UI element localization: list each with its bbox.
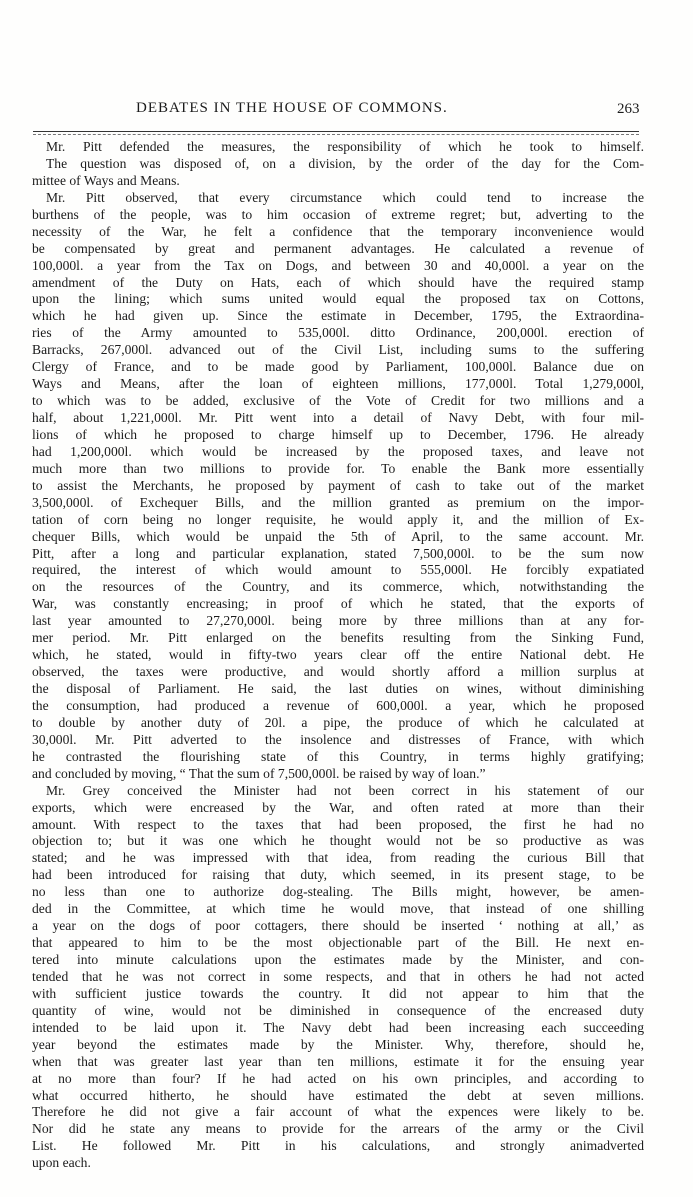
text-line: that appeared to him to be the most objectionable part of the Bill. He next en- (32, 935, 644, 951)
page-header (0, 100, 693, 124)
text-line: the disposal of Parliament. He said, the last duties on wines, without diminishing (32, 681, 644, 696)
text-line: War, was constantly encreasing; in proof of which he stated, that the exports of (32, 596, 644, 612)
text-line: with sufficient justice towards the country. It did not appear to him that the (32, 985, 644, 1001)
text-line: observed, the taxes were productive, and would shortly afford a million surplus at (32, 664, 644, 680)
text-line: last year amounted to 27,270,000l. being more by three millions than at any for- (32, 613, 644, 629)
text-line: half, about 1,221,000l. Mr. Pitt went into a detail of Navy Debt, with four mil- (32, 410, 644, 425)
text-line: had 1,200,000l. which would be increased by the proposed taxes, and leave not (32, 443, 644, 459)
text-line: Mr. Grey conceived the Minister had not been correct in his statement of our (46, 782, 644, 798)
text-line: upon the lining; which sums united would equal the proposed tax on Cottons, (32, 291, 644, 307)
text-line: necessity of the War, he felt a confidence that the temporary inconvenience would (32, 223, 644, 239)
text-line: Pitt, after a long and particular explanation, stated 7,500,000l. to be the sum now (32, 545, 644, 561)
text-line: he contrasted the flourishing state of this Country, in terms highly gratifying; (32, 748, 644, 764)
text-line: 100,000l. a year from the Tax on Dogs, and between 30 and 40,000l. a year on the (32, 257, 644, 273)
page-number: 263 (617, 101, 640, 117)
text-line: year beyond the estimates made by the Minister. Why, therefore, should he, (32, 1036, 644, 1052)
text-line: the consumption, had produced a revenue of 600,000l. a year, which he proposed (32, 697, 644, 713)
running-head: DEBATES IN THE HOUSE OF COMMONS. (136, 100, 448, 116)
text-line: when that was greater last year than ten millions, estimate it for the ensuing year (32, 1053, 644, 1069)
text-line: what occurred hitherto, he should have estimated the debt at seven millions. (32, 1087, 644, 1103)
text-line: which, he stated, would in fifty-two years clear off the entire National debt. He (32, 647, 644, 663)
text-line: quantity of wine, would not be diminished in consequence of the encreased duty (32, 1002, 644, 1018)
text-line: lions of which he proposed to charge himself up to December, 1796. He already (32, 426, 644, 442)
text-line: Clergy of France, and to be made good by Parliament, 100,000l. Balance due on (32, 359, 644, 375)
text-line: exports, which were encreased by the War, and often rated at more than their (32, 799, 644, 815)
text-line: Mr. Pitt defended the measures, the responsibility of which he took to himself. (46, 139, 644, 154)
text-line: Ways and Means, after the loan of eighteen millions, 177,000l. Total 1,279,000l, (32, 376, 644, 392)
text-line: amount. With respect to the taxes that had been proposed, the first he had no (32, 816, 644, 832)
text-line: chequer Bills, which would be unpaid the 5th of April, to the same account. Mr. (32, 528, 644, 544)
text-line: be compensated by great and permanent advantages. He calculated a revenue of (32, 240, 644, 256)
text-line: a year on the dogs of poor cottagers, there should be inserted ‘ nothing at all,’ as (32, 918, 644, 934)
text-line: intended to be laid upon it. The Navy debt had been increasing each succeeding (32, 1019, 644, 1035)
text-line: upon each. (32, 1155, 91, 1171)
text-line: Therefore he did not give a fair account of what the expences were likely to be. (32, 1104, 644, 1120)
text-line: Barracks, 267,000l. advanced out of the Civil List, including sums to the suffering (32, 342, 644, 358)
text-line: tation of corn being no longer requisite, he would apply it, and the million of Ex- (32, 511, 644, 527)
text-line: amendment of the Duty on Hats, each of which should have the required stamp (32, 274, 644, 290)
text-line: stated; and he was impressed with that idea, from reading the curious Bill that (32, 850, 644, 866)
text-line: tered into minute calculations upon the estimates made by the Minister, and con- (32, 952, 644, 967)
text-line: to which was to be added, exclusive of the Vote of Credit for two millions and a (32, 393, 644, 409)
text-line: burthens of the people, was to him occasion of extreme regret; but, adverting to the (32, 206, 644, 222)
text-line: and concluded by moving, “ That the sum of 7,500,000l. be raised by way of loan.” (32, 765, 486, 781)
text-line: which he had given up. Since the estimate in December, 1795, the Extraordina- (32, 308, 644, 324)
body-text (32, 139, 644, 1172)
text-line: mittee of Ways and Means. (32, 172, 180, 188)
text-line: List. He followed Mr. Pitt in his calculations, and strongly animadverted (32, 1138, 644, 1154)
text-line: 3,500,000l. of Exchequer Bills, and the million granted as premium on the impor- (32, 494, 644, 510)
text-line: to assist the Merchants, he proposed by payment of cash to take out of the market (32, 477, 644, 493)
text-line: required, the interest of which would amount to 555,000l. He forcibly expatiated (32, 562, 644, 578)
text-line: Nor did he state any means to provide for the arrears of the army or the Civil (32, 1121, 644, 1137)
header-rule (33, 131, 639, 132)
text-line: much more than two millions to provide for. To enable the Bank more essentially (32, 460, 644, 476)
text-line: objection to; but it was one which he thought would not be so productive as was (32, 833, 644, 849)
text-line: on the resources of the Country, and its commerce, which, notwithstanding the (32, 579, 644, 595)
header-rule-dashed (33, 134, 639, 135)
text-line: tended that he was not correct in some respects, and that in others he had not acted (32, 968, 644, 984)
text-line: to double by another duty of 20l. a pipe, the produce of which he calculated at (32, 714, 644, 730)
text-line: ries of the Army amounted to 535,000l. ditto Ordinance, 200,000l. erection of (32, 325, 644, 341)
text-line: ded in the Committee, at which time he would move, that instead of one shilling (32, 901, 644, 917)
text-line: mer period. Mr. Pitt enlarged on the benefits resulting from the Sinking Fund, (32, 630, 644, 646)
text-line: no less than one to authorize dog-stealing. The Bills might, however, be amen- (32, 884, 644, 900)
text-line: at no more than four? If he had acted on his own principles, and according to (32, 1070, 644, 1086)
text-line: 30,000l. Mr. Pitt adverted to the insolence and distresses of France, with which (32, 731, 644, 747)
text-line: The question was disposed of, on a division, by the order of the day for the Com- (46, 155, 644, 171)
text-line: Mr. Pitt observed, that every circumstance which could tend to increase the (46, 189, 644, 205)
text-line: had been introduced for raising that duty, which seemed, in its present stage, to be (32, 867, 644, 883)
